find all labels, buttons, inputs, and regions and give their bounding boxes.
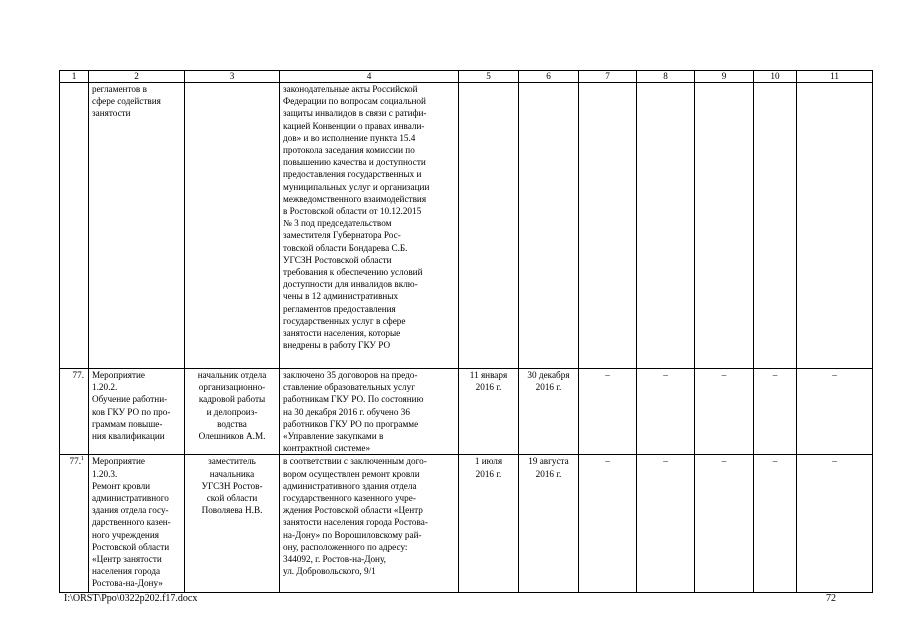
table-row — [60, 83, 873, 369]
row-number: 77. — [72, 370, 84, 380]
measure-cell-line: 1.20.2. — [92, 382, 118, 393]
result-cell-line: в соответствии с заключенным дого- — [283, 456, 427, 467]
column-number-2: 2 — [89, 71, 185, 83]
column-number-4: 4 — [280, 71, 459, 83]
result-cell-line: кацией Конвенции о правах инвали- — [283, 120, 425, 131]
column-number-7: 7 — [579, 71, 637, 83]
value-cell-7: – — [579, 369, 637, 455]
result-cell-line: 344092, г. Ростов-на-Дону, — [283, 554, 386, 565]
result-cell-line: повышению качества и доступности — [283, 157, 426, 168]
end-date-cell-line: 2016 г. — [535, 382, 562, 393]
start-date-cell — [459, 369, 519, 455]
measure-cell-line: «Центр занятости — [92, 554, 162, 565]
measure-cell-line: Ростовской области — [92, 541, 170, 552]
result-cell-line: вором осуществлен ремонт кровли — [283, 468, 420, 479]
row-number-cell — [60, 455, 89, 593]
result-cell-line: доступности для инвалидов вклю- — [283, 279, 418, 290]
start-date-cell — [459, 455, 519, 593]
start-date-cell-line: 1 июля — [474, 456, 503, 467]
measure-cell-line: 1.20.3. — [92, 468, 118, 479]
measure-cell-line: административного — [92, 493, 169, 504]
result-cell-line: «Управление закупками в — [283, 431, 384, 442]
measure-cell-line: Обучение работни- — [92, 394, 168, 405]
result-cell-line: чены в 12 административных — [283, 291, 399, 302]
result-cell-line: дов» и во исполнение пункта 15.4 — [283, 132, 416, 143]
result-cell-line: товской области Бондарева С.Б. — [283, 242, 408, 253]
value-cell-11: – — [797, 455, 873, 593]
measure-cell — [89, 455, 185, 593]
measure-cell-line: сфере содействия — [92, 96, 161, 107]
value-cell-10: – — [754, 455, 797, 593]
result-cell-line: работникам ГКУ РО. По состоянию — [283, 394, 424, 405]
column-number-9: 9 — [695, 71, 754, 83]
value-cell-8 — [637, 83, 695, 369]
row-number: 77. — [69, 456, 81, 467]
result-cell-line: в Ростовской области от 10.12.2015 — [283, 206, 422, 217]
row-number-superscript: 1 — [81, 456, 84, 463]
result-cell — [280, 455, 459, 593]
column-number-3: 3 — [185, 71, 280, 83]
measure-cell-line: здания отдела госу- — [92, 505, 169, 516]
file-path-footer: I:\ORST\Ppo\0322p202.f17.docx — [64, 593, 198, 604]
responsible-cell-line: и делопроиз- — [206, 406, 258, 417]
measure-cell-line: ного учреждения — [92, 529, 159, 540]
responsible-cell-line: начальник отдела — [197, 370, 267, 380]
end-date-cell — [519, 455, 579, 593]
measure-cell-line: дарственного казен- — [92, 517, 171, 528]
result-cell-line: УГСЗН Ростовской области — [283, 254, 392, 265]
row-number-cell — [60, 369, 89, 455]
responsible-cell-line: кадровой работы — [198, 394, 266, 405]
value-cell-7 — [579, 83, 637, 369]
row-number-cell — [60, 83, 89, 369]
responsible-cell-line: начальника — [209, 468, 255, 479]
result-cell-line: заместителя Губернатора Рос- — [283, 230, 401, 241]
measure-cell-line: граммам повыше- — [92, 418, 163, 429]
end-date-cell-line: 19 августа — [528, 456, 569, 467]
start-date-cell-line: 2016 г. — [475, 468, 502, 479]
column-number-5: 5 — [459, 71, 519, 83]
start-date-cell — [459, 83, 519, 369]
column-number-11: 11 — [797, 71, 873, 83]
column-number-10: 10 — [754, 71, 797, 83]
responsible-cell — [185, 455, 280, 593]
column-number-header-row — [60, 71, 873, 83]
result-cell-line: протокола заседания комиссии по — [283, 145, 415, 156]
start-date-cell-line: 11 января — [469, 370, 508, 380]
result-cell-line: законодательные акты Российской — [283, 84, 418, 94]
result-cell-line: муниципальных услуг и организации — [283, 181, 430, 192]
value-cell-10 — [754, 83, 797, 369]
end-date-cell-line: 2016 г. — [535, 468, 562, 479]
measure-cell-line: Мероприятие — [92, 456, 145, 467]
result-cell-line: на-Дону» по Ворошиловскому рай- — [283, 529, 422, 540]
result-cell-line: защиты инвалидов в связи с ратифи- — [283, 108, 427, 119]
value-cell-11: – — [797, 369, 873, 455]
measure-cell-line: занятости — [92, 108, 131, 119]
result-cell — [280, 369, 459, 455]
measure-cell-line: населения города — [92, 566, 161, 577]
end-date-cell-line: 30 декабря — [527, 370, 570, 380]
result-cell-line: межведомственного взаимодействия — [283, 193, 427, 204]
column-number-6: 6 — [519, 71, 579, 83]
responsible-cell-line: УГСЗН Ростов- — [201, 480, 263, 491]
measure-cell-line: ния квалификации — [92, 431, 165, 442]
result-cell-line: государственного казенного учре- — [283, 493, 416, 504]
report-table — [59, 70, 873, 593]
result-cell-line: ону, расположенного по адресу: — [283, 541, 408, 552]
measure-cell-line: ков ГКУ РО по про- — [92, 406, 171, 417]
result-cell-line: государственных услуг в сфере — [283, 315, 406, 326]
result-cell-line: занятости населения, которые — [283, 328, 401, 339]
responsible-cell-line: ской области — [206, 493, 258, 504]
result-cell-line: Федерации по вопросам социальной — [283, 96, 426, 107]
result-cell-line: на 30 декабря 2016 г. обучено 36 — [283, 406, 410, 417]
measure-cell — [89, 369, 185, 455]
result-cell — [280, 83, 459, 369]
column-number-1: 1 — [60, 71, 89, 83]
result-cell-line: требования к обеспечению условий — [283, 267, 423, 278]
value-cell-7: – — [579, 455, 637, 593]
result-cell-line: контрактной системе» — [283, 443, 371, 454]
responsible-cell — [185, 369, 280, 455]
measure-cell-line: Мероприятие — [92, 370, 145, 380]
start-date-cell-line: 2016 г. — [475, 382, 502, 393]
result-cell-line: ул. Добровольского, 9/1 — [283, 566, 376, 577]
end-date-cell — [519, 369, 579, 455]
responsible-cell-line: организационно- — [198, 382, 266, 393]
measure-cell-line: Ремонт кровли — [92, 480, 151, 491]
measure-cell — [89, 83, 185, 369]
result-cell-line: ждения Ростовской области «Центр — [283, 505, 423, 516]
result-cell-line: заключено 35 договоров на предо- — [283, 370, 418, 380]
value-cell-9 — [695, 83, 754, 369]
result-cell-line: работников ГКУ РО по программе — [283, 418, 419, 429]
result-cell-line: регламентов предоставления — [283, 303, 396, 314]
column-number-8: 8 — [637, 71, 695, 83]
value-cell-9: – — [695, 369, 754, 455]
result-cell-line: внедрены в работу ГКУ РО — [283, 340, 391, 351]
measure-cell-line: регламентов в — [92, 84, 147, 94]
value-cell-8: – — [637, 455, 695, 593]
value-cell-9: – — [695, 455, 754, 593]
responsible-cell-line: заместитель — [208, 456, 256, 467]
responsible-cell-line: Поволяева Н.В. — [201, 505, 263, 516]
table-row — [60, 455, 873, 593]
result-cell-line: занятости населения города Ростова- — [283, 517, 428, 528]
page-number: 72 — [826, 593, 836, 604]
result-cell-line: административного здания отдела — [283, 480, 417, 491]
measure-cell-line: Ростова-на-Дону» — [92, 578, 163, 589]
responsible-cell-line: Олешников А.М. — [198, 431, 266, 442]
responsible-cell — [185, 83, 280, 369]
table-row — [60, 369, 873, 455]
responsible-cell-line: водства — [217, 418, 247, 429]
result-cell-line: ставление образовательных услуг — [283, 382, 416, 393]
table-body — [60, 71, 873, 593]
value-cell-11 — [797, 83, 873, 369]
end-date-cell — [519, 83, 579, 369]
value-cell-8: – — [637, 369, 695, 455]
result-cell-line: № 3 под председательством — [283, 218, 392, 229]
value-cell-10: – — [754, 369, 797, 455]
result-cell-line: предоставления государственных и — [283, 169, 422, 180]
